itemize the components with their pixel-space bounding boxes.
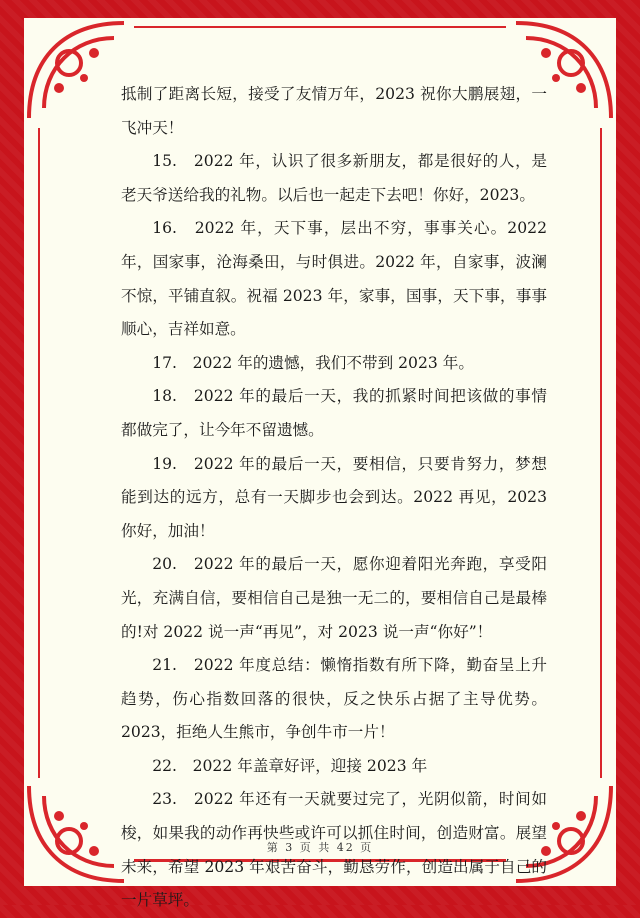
paragraph: 17. 2022 年的遗憾，我们不带到 2023 年。: [152, 353, 474, 372]
corner-ornament-icon: [24, 18, 134, 128]
frame-left-line: [38, 128, 40, 778]
frame-top-line: [134, 26, 506, 28]
paragraph: 抵制了距离长短，接受了友情万年，2023 祝你大鹏展翅，一飞冲天！: [121, 85, 547, 137]
document-body: [121, 78, 547, 918]
corner-ornament-icon: [24, 776, 134, 886]
paragraph: 23. 2022 年还有一天就要过完了，光阴似箭，时间如梭，如果我的动作再快些或许可以抓住时间，创造财富。展望未来，希望 2023 年艰苦奋斗，勤恳劳作，创造出属于自己的一片草坪。: [121, 790, 547, 910]
paragraph: 15. 2022 年，认识了很多新朋友，都是很好的人，是老天爷送给我的礼物。以后也一起走下去吧！你好，2023。: [121, 152, 547, 204]
paragraph: 20. 2022 年的最后一天，愿你迎着阳光奔跑，享受阳光，充满自信，要相信自己是独一无二的，要相信自己是最棒的!对 2022 说一声“再见”，对 2023 说一声“你好”！: [121, 555, 547, 641]
paragraph: 21. 2022 年度总结：懒惰指数有所下降，勤奋呈上升趋势，伤心指数回落的很快，反之快乐占据了主导优势。2023，拒绝人生熊市，争创牛市一片！: [121, 656, 547, 742]
page-number: 第 3 页 共 42 页: [266, 841, 374, 854]
paragraph: 19. 2022 年的最后一天，要相信，只要肯努力，梦想能到达的远方，总有一天脚步也会到达。2022 再见，2023 你好，加油！: [121, 454, 547, 540]
frame-right-line: [600, 128, 602, 778]
paragraph: 18. 2022 年的最后一天，我的抓紧时间把该做的事情都做完了，让今年不留遗憾。: [121, 387, 547, 439]
paragraph: 16. 2022 年，天下事，层出不穷，事事关心。2022 年，国家事，沧海桑田，与时俱进。2022 年，自家事，波澜不惊，平铺直叙。祝福 2023 年，家事，国事，天下事，事事顺心，吉祥如意。: [121, 219, 547, 339]
paragraph: 22. 2022 年盖章好评，迎接 2023 年: [152, 756, 428, 775]
